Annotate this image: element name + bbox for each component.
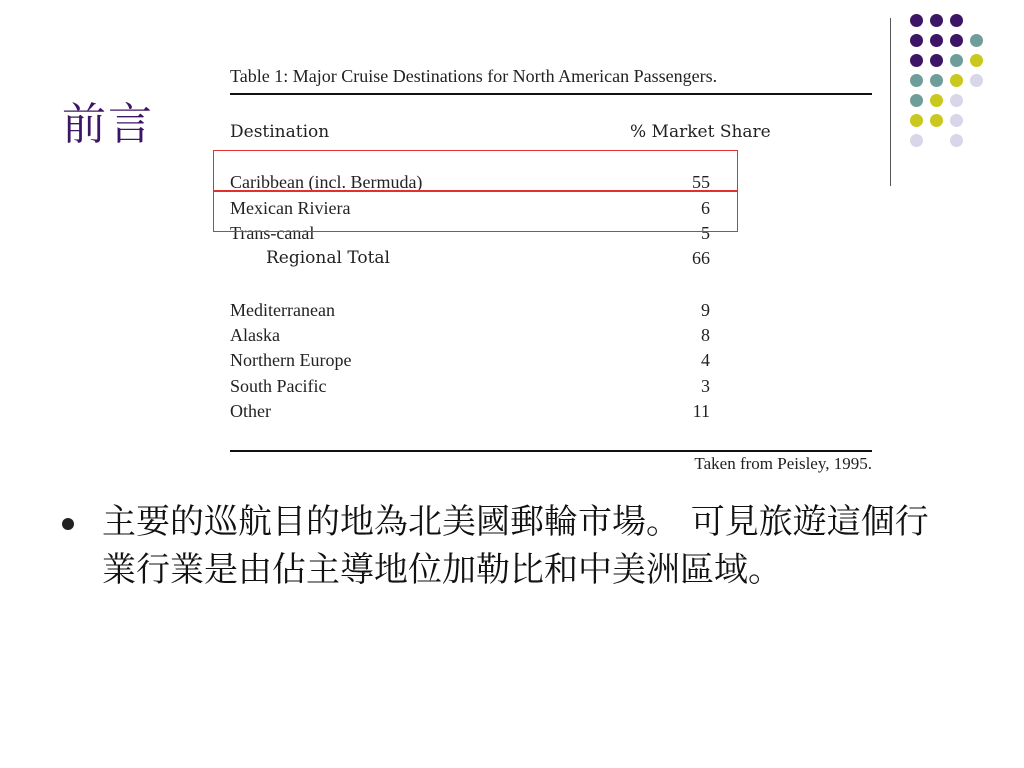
decor-dot bbox=[910, 34, 923, 47]
column-header-market-share: % Market Share bbox=[630, 122, 771, 142]
decor-dot bbox=[950, 74, 963, 87]
destination-name: Alaska bbox=[230, 325, 280, 345]
decor-dot bbox=[910, 94, 923, 107]
market-share-value: 66 bbox=[692, 248, 710, 268]
decor-dot bbox=[950, 134, 963, 147]
decor-dot bbox=[950, 34, 963, 47]
destination-name: South Pacific bbox=[230, 376, 327, 396]
decor-dot bbox=[930, 14, 943, 27]
decor-dot bbox=[930, 34, 943, 47]
table-row bbox=[230, 376, 710, 401]
decor-dot bbox=[910, 54, 923, 67]
decor-vertical-line bbox=[890, 18, 891, 186]
decor-dot bbox=[950, 54, 963, 67]
market-share-value: 4 bbox=[701, 350, 710, 370]
decor-dot-grid bbox=[910, 14, 1014, 166]
table-top-rule bbox=[230, 93, 872, 95]
decor-dot bbox=[970, 74, 983, 87]
decor-dot bbox=[930, 54, 943, 67]
decor-dot bbox=[910, 74, 923, 87]
decor-dot bbox=[930, 74, 943, 87]
decor-dot bbox=[950, 14, 963, 27]
bullet-dot-icon bbox=[62, 518, 74, 530]
column-header-destination: Destination bbox=[230, 122, 330, 142]
highlight-box-caribbean bbox=[213, 150, 738, 192]
market-share-value: 6 bbox=[701, 198, 710, 218]
decor-dot bbox=[930, 114, 943, 127]
decor-dot bbox=[910, 14, 923, 27]
bullet-text: 主要的巡航目的地為北美國郵輪市場。 可見旅遊這個行業行業是由佔主導地位加勒比和中美洲區域。 bbox=[102, 502, 929, 590]
table-bottom-rule bbox=[230, 450, 872, 452]
market-share-value: 55 bbox=[692, 172, 710, 192]
slide-title: 前言 bbox=[62, 99, 154, 150]
decor-dot bbox=[930, 94, 943, 107]
market-share-value: 9 bbox=[701, 300, 710, 320]
table-row bbox=[230, 300, 710, 325]
decor-dot bbox=[950, 94, 963, 107]
highlight-box-mexican-riviera bbox=[213, 190, 738, 232]
table-source-note: Taken from Peisley, 1995. bbox=[694, 454, 872, 473]
market-share-value: 5 bbox=[701, 223, 710, 243]
table-caption: Table 1: Major Cruise Destinations for North American Passengers. bbox=[230, 66, 718, 86]
market-share-value: 11 bbox=[692, 401, 710, 421]
decor-dot bbox=[970, 34, 983, 47]
destination-name: Regional Total bbox=[266, 248, 390, 268]
destination-name: Mexican Riviera bbox=[230, 198, 351, 218]
decor-dot bbox=[950, 114, 963, 127]
destination-name: Northern Europe bbox=[230, 350, 352, 370]
table-row bbox=[230, 350, 710, 375]
market-share-value: 8 bbox=[701, 325, 710, 345]
market-share-value: 3 bbox=[701, 376, 710, 396]
decor-dot bbox=[910, 134, 923, 147]
destination-name: Trans-canal bbox=[230, 223, 315, 243]
decor-dot bbox=[970, 54, 983, 67]
decor-dot bbox=[910, 114, 923, 127]
destination-name: Other bbox=[230, 401, 271, 421]
table-row bbox=[230, 401, 710, 426]
destination-name: Caribbean (incl. Bermuda) bbox=[230, 172, 423, 192]
destination-name: Mediterranean bbox=[230, 300, 335, 320]
table-row-total bbox=[230, 248, 710, 273]
table-row bbox=[230, 325, 710, 350]
